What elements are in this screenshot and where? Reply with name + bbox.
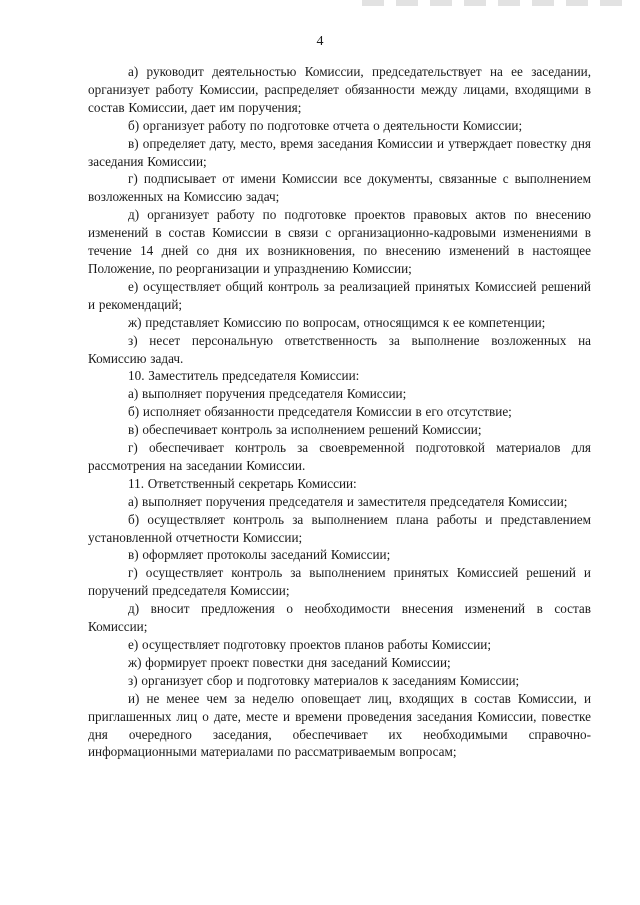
paragraph-chair-zh: ж) представляет Комиссию по вопросам, относящимся к ее компетенции; <box>128 314 546 330</box>
paragraph-secretary-g: г) осуществляет контроль за выполнением принятых Комиссией решений и поручений председателя Комиссии; <box>88 565 591 599</box>
document-body <box>88 63 591 761</box>
paragraph-secretary-d: д) вносит предложения о необходимости внесения изменений в состав Комиссии; <box>88 601 591 635</box>
paragraph-chair-g: г) подписывает от имени Комиссии все документы, связанные с выполнением возложенных на Комиссию задач; <box>88 171 591 205</box>
paragraph-secretary-i: и) не менее чем за неделю оповещает лиц, входящих в состав Комиссии, и приглашенных лиц о дате, месте и времени проведения заседания Комиссии, повестке дня очередного заседания, обеспечивает их необходимыми справочно-информационными материалами по рассматриваемым вопросам; <box>88 690 591 760</box>
paragraph-secretary-v: в) оформляет протоколы заседаний Комиссии; <box>128 547 391 563</box>
paragraph-chair-a: а) руководит деятельностью Комиссии, председательствует на ее заседании, организует работу Комиссии, распределяет обязанности между лицами, входящими в состав Комиссии, дает им поручения; <box>88 64 591 115</box>
section-heading-secretary: 11. Ответственный секретарь Комиссии: <box>128 475 357 491</box>
paragraph-secretary-z: з) организует сбор и подготовку материалов к заседаниям Комиссии; <box>128 672 520 688</box>
paragraph-secretary-zh: ж) формирует проект повестки дня заседаний Комиссии; <box>128 654 451 670</box>
paragraph-deputy-a: а) выполняет поручения председателя Комиссии; <box>128 386 407 402</box>
paragraph-deputy-g: г) обеспечивает контроль за своевременной подготовкой материалов для рассмотрения на заседании Комиссии. <box>88 440 591 473</box>
page-number: 4 <box>316 34 324 49</box>
paragraph-secretary-e: е) осуществляет подготовку проектов планов работы Комиссии; <box>128 637 492 652</box>
paragraph-chair-e: е) осуществляет общий контроль за реализацией принятых Комиссией решений и рекомендаций; <box>88 278 591 312</box>
paragraph-chair-d: д) организует работу по подготовке проектов правовых актов по внесению изменений в состав Комиссии в связи с организационно-кадровыми изменениями в течение 14 дней со дня их возникновения, по внесению изменений в настоящее Положение, по реорганизации и упразднению Комиссии; <box>88 207 591 276</box>
paragraph-chair-z: з) несет персональную ответственность за выполнение возложенных на Комиссию задач. <box>88 332 591 366</box>
section-heading-deputy: 10. Заместитель председателя Комиссии: <box>128 368 360 384</box>
paragraph-deputy-v: в) обеспечивает контроль за исполнением решений Комиссии; <box>128 422 482 438</box>
paragraph-secretary-b: б) осуществляет контроль за выполнением плана работы и представлением установленной отчетности Комиссии; <box>88 511 591 545</box>
paragraph-chair-v: в) определяет дату, место, время заседания Комиссии и утверждает повестку дня заседания Комиссии; <box>88 135 591 169</box>
scan-artifact <box>362 0 622 6</box>
paragraph-chair-b: б) организует работу по подготовке отчета о деятельности Комиссии; <box>128 117 523 133</box>
paragraph-deputy-b: б) исполняет обязанности председателя Комиссии в его отсутствие; <box>128 404 512 420</box>
paragraph-secretary-a: а) выполняет поручения председателя и заместителя председателя Комиссии; <box>128 493 568 509</box>
